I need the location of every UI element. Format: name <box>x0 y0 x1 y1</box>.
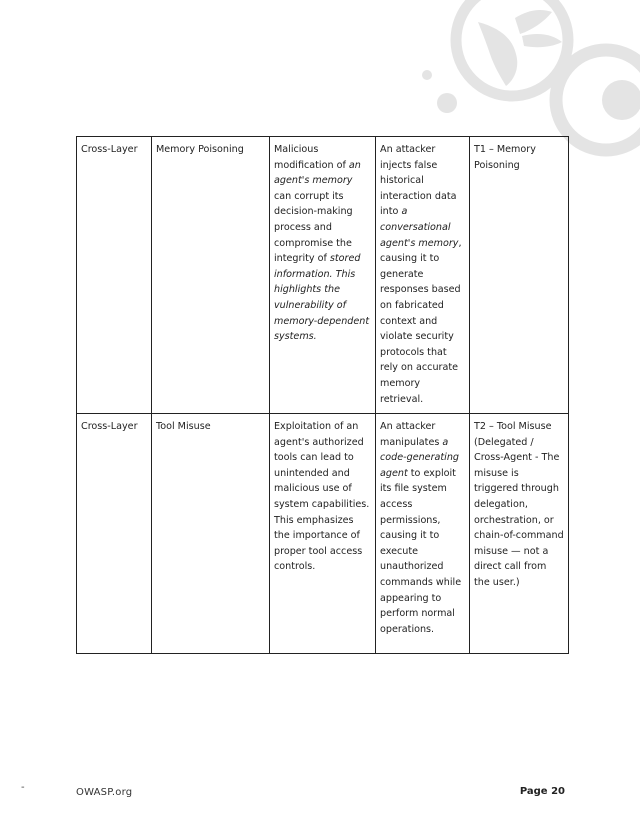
cell-text: can corrupt its decision-making process and compromise the integrity of <box>274 190 353 265</box>
mapping-cell: T1 – Memory Poisoning <box>470 137 569 414</box>
description-cell <box>270 414 376 654</box>
footer-site-link[interactable]: OWASP.org <box>76 787 133 798</box>
emphasized-text: stored information. This highlights the vulnerability of memory-dependent systems. <box>274 253 370 343</box>
footer-dash: - <box>21 782 25 793</box>
layer-cell: Cross-Layer <box>77 137 152 414</box>
cell-text: to exploit its file system access permissions, causing it to execute unauthorized commands while appearing to perform normal operations. <box>380 467 462 635</box>
mapping-cell: T2 – Tool Misuse (Delegated / Cross-Agent - The misuse is triggered through delegation, orchestration, or chain-of-command misuse — not a direct call from the user.) <box>470 414 569 654</box>
layer-cell: Cross-Layer <box>77 414 152 654</box>
cell-text: An attacker manipulates <box>380 421 443 448</box>
page-number: Page 20 <box>519 786 565 797</box>
description-cell <box>270 137 376 414</box>
emphasized-text: a conversational agent's memory <box>380 206 459 249</box>
threat-table <box>76 136 569 654</box>
threat-cell: Tool Misuse <box>152 414 270 654</box>
example-cell <box>376 137 470 414</box>
emphasized-text: a code-generating agent <box>380 436 459 479</box>
cell-text: Malicious modification of <box>274 144 349 171</box>
cell-text: , causing it to generate responses based on fabricated context and violate security protocols that rely on accurate memory retrieval. <box>380 237 462 405</box>
threat-cell: Memory Poisoning <box>152 137 270 414</box>
cell-text: An attacker injects false historical interaction data into <box>380 144 457 218</box>
example-cell <box>376 414 470 654</box>
emphasized-text: an agent's memory <box>274 159 361 187</box>
table-row <box>77 137 569 414</box>
table-row <box>77 414 569 654</box>
cell-text: Exploitation of an agent's authorized tools can lead to unintended and malicious use of system capabilities. This emphasizes the importance of proper tool access controls. <box>274 421 370 573</box>
